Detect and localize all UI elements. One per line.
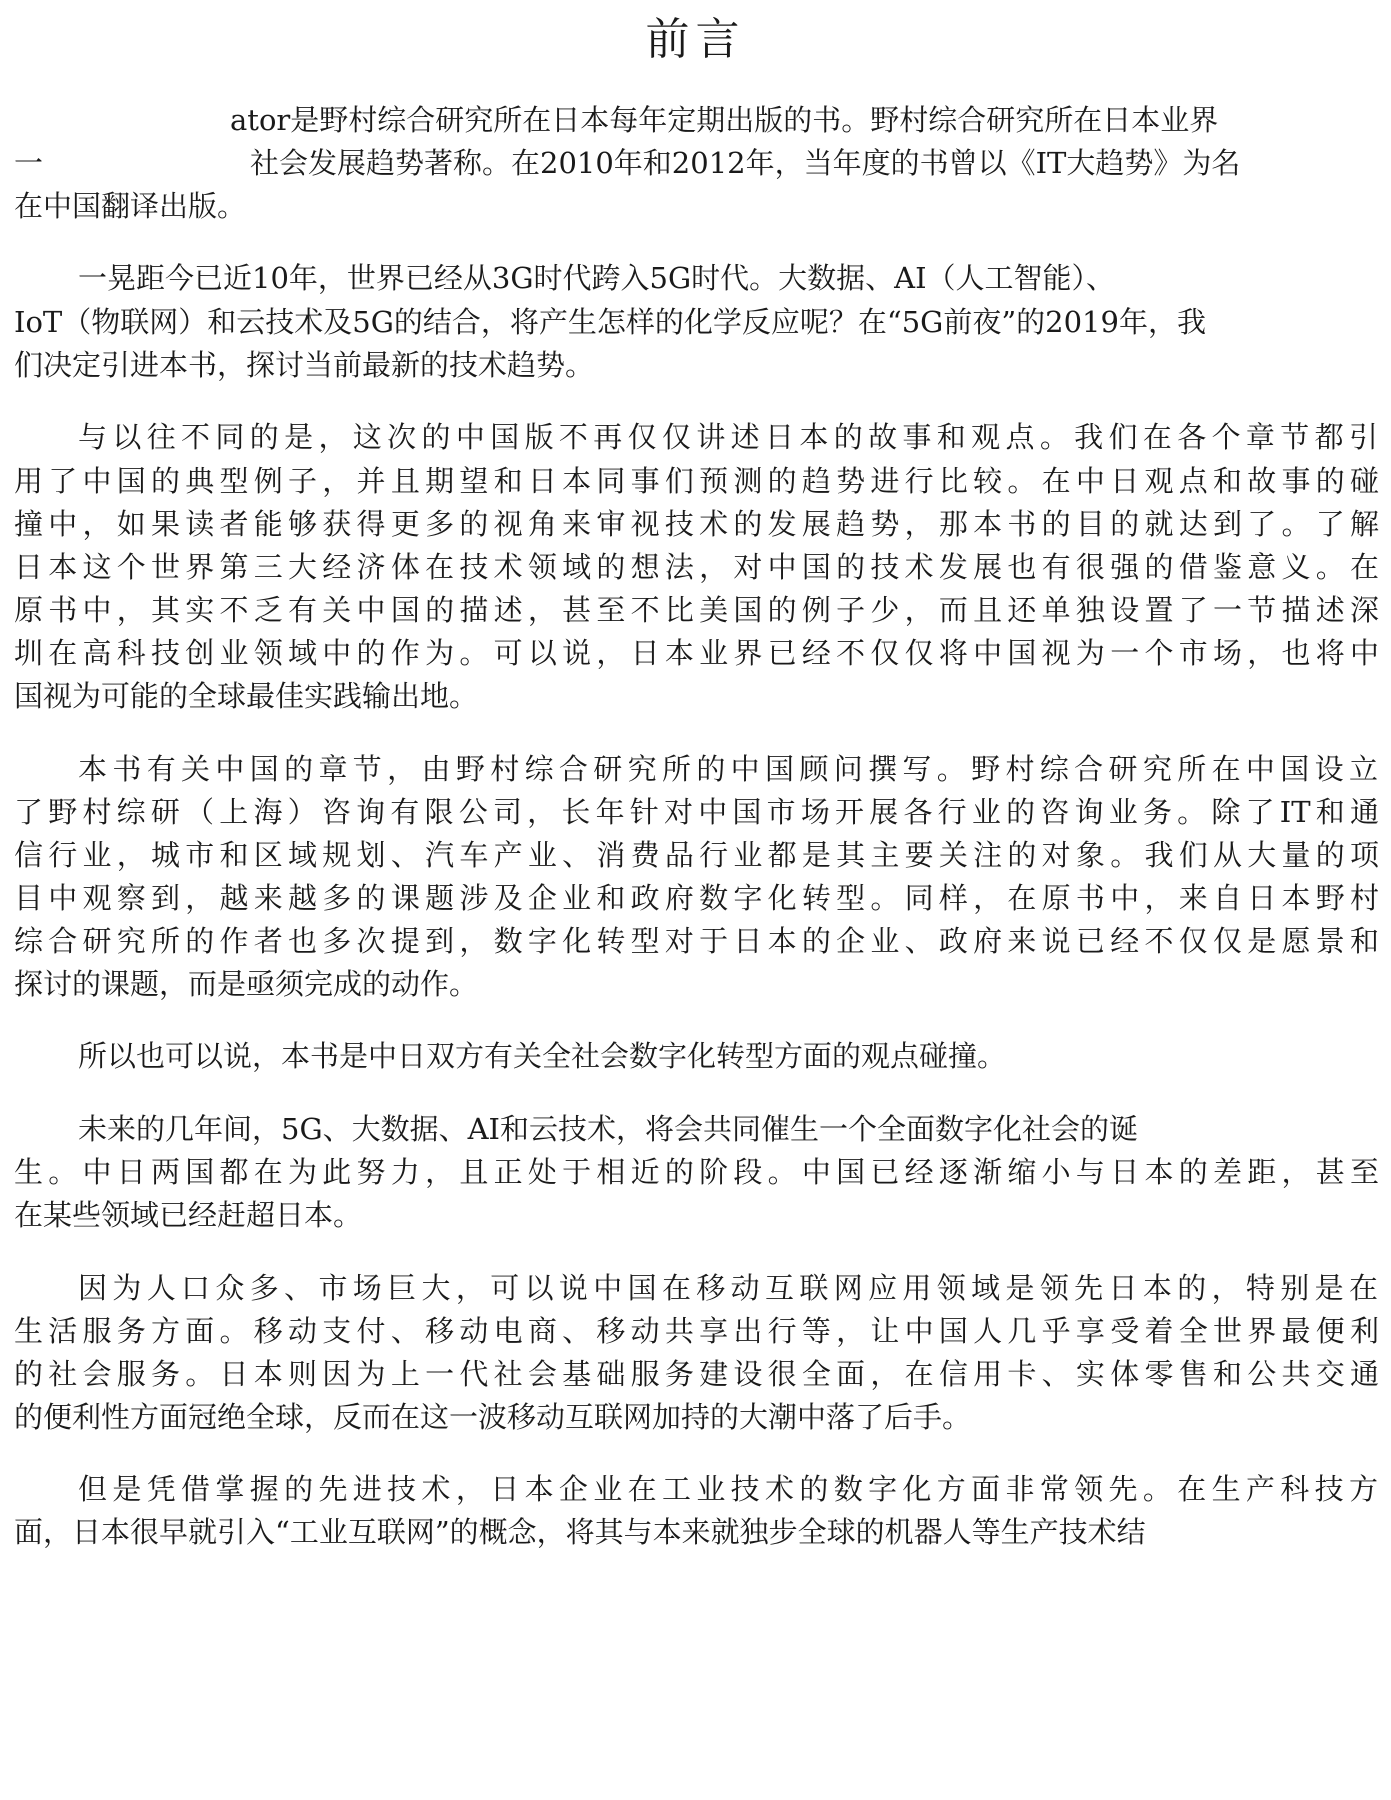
text-line: 在中国翻译出版。 [14, 189, 247, 223]
text-line: 信行业，城市和区域规划、汽车产业、消费品行业都是其主要关注的对象。我们从大量的项 [14, 838, 1379, 872]
text-line: 的便利性方面冠绝全球，反而在这一波移动互联网加持的大潮中落了后手。 [14, 1400, 972, 1434]
text-line: ator是野村综合研究所在日本每年定期出版的书。野村综合研究所在日本业界 [230, 103, 1219, 137]
text-line: 目中观察到，越来越多的课题涉及企业和政府数字化转型。同样，在原书中，来自日本野村 [14, 881, 1379, 915]
text-line: 与以往不同的是，这次的中国版不再仅仅讲述日本的故事和观点。我们在各个章节都引 [78, 420, 1378, 454]
text-line: 因为人口众多、市场巨大，可以说中国在移动互联网应用领域是领先日本的，特别是在 [78, 1271, 1378, 1305]
text-line: 们决定引进本书，探讨当前最新的技术趋势。 [14, 348, 595, 382]
text-line: 圳在高科技创业领域中的作为。可以说，日本业界已经不仅仅将中国视为一个市场，也将中 [14, 636, 1379, 670]
text-line: 在某些领域已经赶超日本。 [14, 1198, 363, 1232]
text-line: 本书有关中国的章节，由野村综合研究所的中国顾问撰写。野村综合研究所在中国设立 [78, 752, 1378, 786]
text-line: 日本这个世界第三大经济体在技术领域的想法，对中国的技术发展也有很强的借鉴意义。在 [14, 550, 1379, 584]
text-line: 生。中日两国都在为此努力，且正处于相近的阶段。中国已经逐渐缩小与日本的差距，甚至 [14, 1155, 1379, 1189]
text-line: 但是凭借掌握的先进技术，日本企业在工业技术的数字化方面非常领先。在生产科技方 [78, 1472, 1378, 1506]
text-line: 社会发展趋势著称。在2010年和2012年，当年度的书曾以《IT大趋势》为名 [250, 146, 1241, 180]
text-line: 一 [14, 146, 44, 180]
text-line: 撞中，如果读者能够获得更多的视角来审视技术的发展趋势，那本书的目的就达到了。了解 [14, 507, 1379, 541]
page-title: 前言 [645, 14, 746, 65]
text-line: 了野村综研（上海）咨询有限公司，长年针对中国市场开展各行业的咨询业务。除了IT和通 [14, 795, 1379, 829]
text-line: 所以也可以说，本书是中日双方有关全社会数字化转型方面的观点碰撞。 [78, 1039, 1007, 1073]
text-line: 探讨的课题，而是亟须完成的动作。 [14, 967, 479, 1001]
text-line: 的社会服务。日本则因为上一代社会基础服务建设很全面，在信用卡、实体零售和公共交通 [14, 1357, 1379, 1391]
text-line: 未来的几年间，5G、大数据、AI和云技术，将会共同催生一个全面数字化社会的诞 [78, 1112, 1139, 1146]
text-line: IoT（物联网）和云技术及5G的结合，将产生怎样的化学反应呢？在“5G前夜”的2019年，我 [14, 305, 1206, 339]
text-line: 国视为可能的全球最佳实践输出地。 [14, 679, 479, 713]
text-line: 原书中，其实不乏有关中国的描述，甚至不比美国的例子少，而且还单独设置了一节描述深 [14, 593, 1379, 627]
text-line: 综合研究所的作者也多次提到，数字化转型对于日本的企业、政府来说已经不仅仅是愿景和 [14, 924, 1379, 958]
text-line: 面，日本很早就引入“工业互联网”的概念，将其与本来就独步全球的机器人等生产技术结 [14, 1515, 1146, 1549]
text-line: 一晃距今已近10年，世界已经从3G时代跨入5G时代。大数据、AI（人工智能）、 [78, 261, 1116, 295]
text-line: 生活服务方面。移动支付、移动电商、移动共享出行等，让中国人几乎享受着全世界最便利 [14, 1314, 1379, 1348]
text-line: 用了中国的典型例子，并且期望和日本同事们预测的趋势进行比较。在中日观点和故事的碰 [14, 464, 1379, 498]
